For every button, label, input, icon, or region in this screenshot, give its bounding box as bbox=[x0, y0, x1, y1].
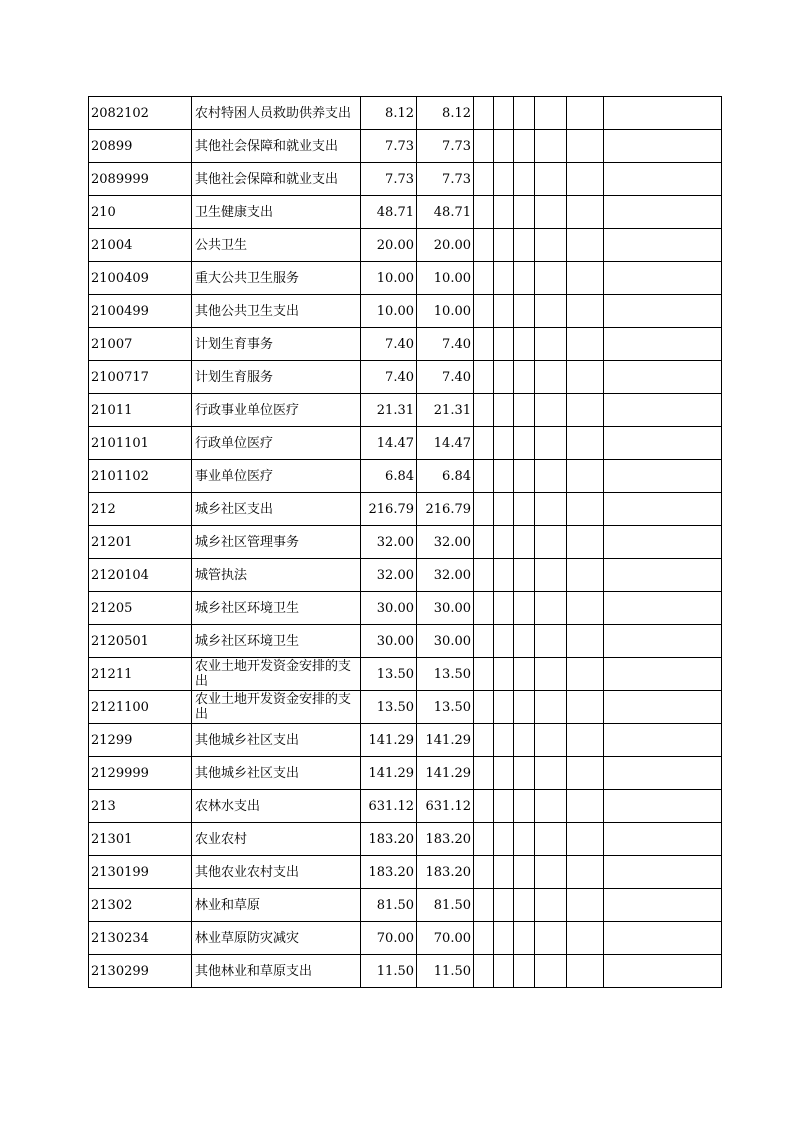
empty-cell bbox=[567, 526, 604, 559]
empty-cell bbox=[567, 922, 604, 955]
name-cell: 林业草原防灾减灾 bbox=[192, 922, 361, 955]
name-cell: 计划生育事务 bbox=[192, 328, 361, 361]
empty-cell bbox=[604, 163, 722, 196]
empty-cell bbox=[474, 889, 494, 922]
name-cell: 其他公共卫生支出 bbox=[192, 295, 361, 328]
empty-cell bbox=[567, 955, 604, 988]
empty-cell bbox=[604, 592, 722, 625]
total-cell: 13.50 bbox=[361, 691, 417, 724]
empty-cell bbox=[535, 361, 567, 394]
empty-cell bbox=[514, 625, 535, 658]
table-row bbox=[89, 229, 722, 262]
empty-cell bbox=[494, 856, 514, 889]
basic-cell: 32.00 bbox=[417, 559, 474, 592]
name-cell: 其他社会保障和就业支出 bbox=[192, 130, 361, 163]
empty-cell bbox=[514, 427, 535, 460]
empty-cell bbox=[494, 823, 514, 856]
name-cell: 农业土地开发资金安排的支出 bbox=[192, 691, 361, 724]
empty-cell bbox=[494, 328, 514, 361]
name-cell: 城乡社区环境卫生 bbox=[192, 592, 361, 625]
empty-cell bbox=[494, 658, 514, 691]
table-row bbox=[89, 328, 722, 361]
code-cell: 21299 bbox=[89, 724, 192, 757]
empty-cell bbox=[514, 262, 535, 295]
empty-cell bbox=[474, 823, 494, 856]
empty-cell bbox=[514, 295, 535, 328]
name-cell: 林业和草原 bbox=[192, 889, 361, 922]
basic-cell: 14.47 bbox=[417, 427, 474, 460]
table-row bbox=[89, 955, 722, 988]
empty-cell bbox=[535, 724, 567, 757]
empty-cell bbox=[494, 691, 514, 724]
empty-cell bbox=[535, 526, 567, 559]
empty-cell bbox=[567, 790, 604, 823]
empty-cell bbox=[474, 724, 494, 757]
table-row bbox=[89, 361, 722, 394]
empty-cell bbox=[604, 856, 722, 889]
code-cell: 2130299 bbox=[89, 955, 192, 988]
total-cell: 21.31 bbox=[361, 394, 417, 427]
empty-cell bbox=[494, 724, 514, 757]
name-cell: 其他林业和草原支出 bbox=[192, 955, 361, 988]
empty-cell bbox=[535, 460, 567, 493]
name-cell: 城乡社区支出 bbox=[192, 493, 361, 526]
table-row bbox=[89, 427, 722, 460]
empty-cell bbox=[567, 559, 604, 592]
empty-cell bbox=[567, 493, 604, 526]
empty-cell bbox=[535, 394, 567, 427]
name-cell: 计划生育服务 bbox=[192, 361, 361, 394]
code-cell: 2130199 bbox=[89, 856, 192, 889]
total-cell: 183.20 bbox=[361, 823, 417, 856]
empty-cell bbox=[604, 691, 722, 724]
table-row bbox=[89, 823, 722, 856]
empty-cell bbox=[494, 229, 514, 262]
empty-cell bbox=[474, 592, 494, 625]
empty-cell bbox=[535, 427, 567, 460]
empty-cell bbox=[604, 97, 722, 130]
code-cell: 213 bbox=[89, 790, 192, 823]
empty-cell bbox=[604, 724, 722, 757]
empty-cell bbox=[494, 922, 514, 955]
empty-cell bbox=[535, 163, 567, 196]
empty-cell bbox=[535, 262, 567, 295]
total-cell: 30.00 bbox=[361, 592, 417, 625]
empty-cell bbox=[474, 856, 494, 889]
empty-cell bbox=[474, 97, 494, 130]
name-cell: 公共卫生 bbox=[192, 229, 361, 262]
empty-cell bbox=[567, 196, 604, 229]
empty-cell bbox=[535, 955, 567, 988]
empty-cell bbox=[604, 361, 722, 394]
basic-cell: 81.50 bbox=[417, 889, 474, 922]
empty-cell bbox=[514, 724, 535, 757]
empty-cell bbox=[604, 394, 722, 427]
total-cell: 10.00 bbox=[361, 295, 417, 328]
total-cell: 183.20 bbox=[361, 856, 417, 889]
empty-cell bbox=[474, 163, 494, 196]
empty-cell bbox=[514, 856, 535, 889]
code-cell: 21011 bbox=[89, 394, 192, 427]
empty-cell bbox=[567, 427, 604, 460]
empty-cell bbox=[604, 295, 722, 328]
table-body bbox=[89, 97, 722, 988]
total-cell: 13.50 bbox=[361, 658, 417, 691]
empty-cell bbox=[494, 955, 514, 988]
empty-cell bbox=[567, 295, 604, 328]
empty-cell bbox=[474, 625, 494, 658]
basic-cell: 10.00 bbox=[417, 295, 474, 328]
empty-cell bbox=[604, 658, 722, 691]
empty-cell bbox=[535, 823, 567, 856]
empty-cell bbox=[474, 790, 494, 823]
empty-cell bbox=[514, 757, 535, 790]
empty-cell bbox=[474, 559, 494, 592]
code-cell: 2101102 bbox=[89, 460, 192, 493]
empty-cell bbox=[474, 130, 494, 163]
empty-cell bbox=[604, 559, 722, 592]
basic-cell: 10.00 bbox=[417, 262, 474, 295]
empty-cell bbox=[474, 955, 494, 988]
table-row bbox=[89, 625, 722, 658]
empty-cell bbox=[514, 460, 535, 493]
empty-cell bbox=[604, 526, 722, 559]
code-cell: 21301 bbox=[89, 823, 192, 856]
empty-cell bbox=[514, 526, 535, 559]
code-cell: 2120501 bbox=[89, 625, 192, 658]
basic-cell: 13.50 bbox=[417, 691, 474, 724]
empty-cell bbox=[535, 196, 567, 229]
empty-cell bbox=[567, 724, 604, 757]
basic-cell: 7.73 bbox=[417, 163, 474, 196]
total-cell: 7.40 bbox=[361, 328, 417, 361]
empty-cell bbox=[474, 460, 494, 493]
empty-cell bbox=[514, 955, 535, 988]
empty-cell bbox=[474, 229, 494, 262]
empty-cell bbox=[474, 757, 494, 790]
name-cell: 农业土地开发资金安排的支出 bbox=[192, 658, 361, 691]
empty-cell bbox=[514, 889, 535, 922]
empty-cell bbox=[567, 130, 604, 163]
basic-cell: 6.84 bbox=[417, 460, 474, 493]
empty-cell bbox=[535, 889, 567, 922]
total-cell: 32.00 bbox=[361, 559, 417, 592]
empty-cell bbox=[474, 691, 494, 724]
empty-cell bbox=[494, 790, 514, 823]
total-cell: 20.00 bbox=[361, 229, 417, 262]
empty-cell bbox=[514, 130, 535, 163]
total-cell: 216.79 bbox=[361, 493, 417, 526]
empty-cell bbox=[494, 592, 514, 625]
empty-cell bbox=[604, 130, 722, 163]
empty-cell bbox=[494, 559, 514, 592]
empty-cell bbox=[567, 658, 604, 691]
empty-cell bbox=[514, 229, 535, 262]
total-cell: 7.40 bbox=[361, 361, 417, 394]
total-cell: 7.73 bbox=[361, 163, 417, 196]
code-cell: 2089999 bbox=[89, 163, 192, 196]
name-cell: 卫生健康支出 bbox=[192, 196, 361, 229]
name-cell: 其他社会保障和就业支出 bbox=[192, 163, 361, 196]
empty-cell bbox=[604, 823, 722, 856]
basic-cell: 13.50 bbox=[417, 658, 474, 691]
table-row bbox=[89, 592, 722, 625]
empty-cell bbox=[474, 922, 494, 955]
code-cell: 20899 bbox=[89, 130, 192, 163]
empty-cell bbox=[494, 526, 514, 559]
empty-cell bbox=[494, 493, 514, 526]
basic-cell: 20.00 bbox=[417, 229, 474, 262]
basic-cell: 183.20 bbox=[417, 856, 474, 889]
name-cell: 其他城乡社区支出 bbox=[192, 724, 361, 757]
total-cell: 10.00 bbox=[361, 262, 417, 295]
empty-cell bbox=[474, 361, 494, 394]
table-row bbox=[89, 889, 722, 922]
code-cell: 21201 bbox=[89, 526, 192, 559]
empty-cell bbox=[535, 493, 567, 526]
basic-cell: 141.29 bbox=[417, 757, 474, 790]
total-cell: 81.50 bbox=[361, 889, 417, 922]
empty-cell bbox=[535, 691, 567, 724]
empty-cell bbox=[535, 625, 567, 658]
empty-cell bbox=[494, 262, 514, 295]
code-cell: 21205 bbox=[89, 592, 192, 625]
name-cell: 行政事业单位医疗 bbox=[192, 394, 361, 427]
empty-cell bbox=[514, 592, 535, 625]
empty-cell bbox=[535, 856, 567, 889]
empty-cell bbox=[494, 295, 514, 328]
empty-cell bbox=[604, 790, 722, 823]
empty-cell bbox=[494, 625, 514, 658]
empty-cell bbox=[494, 757, 514, 790]
code-cell: 2121100 bbox=[89, 691, 192, 724]
basic-cell: 7.40 bbox=[417, 361, 474, 394]
basic-cell: 32.00 bbox=[417, 526, 474, 559]
empty-cell bbox=[567, 394, 604, 427]
name-cell: 城乡社区管理事务 bbox=[192, 526, 361, 559]
empty-cell bbox=[604, 955, 722, 988]
empty-cell bbox=[494, 427, 514, 460]
table-row bbox=[89, 856, 722, 889]
empty-cell bbox=[567, 229, 604, 262]
empty-cell bbox=[494, 130, 514, 163]
table-row bbox=[89, 460, 722, 493]
basic-cell: 216.79 bbox=[417, 493, 474, 526]
name-cell: 事业单位医疗 bbox=[192, 460, 361, 493]
empty-cell bbox=[514, 658, 535, 691]
empty-cell bbox=[567, 460, 604, 493]
empty-cell bbox=[494, 394, 514, 427]
empty-cell bbox=[604, 328, 722, 361]
total-cell: 141.29 bbox=[361, 757, 417, 790]
empty-cell bbox=[474, 394, 494, 427]
code-cell: 212 bbox=[89, 493, 192, 526]
empty-cell bbox=[535, 229, 567, 262]
empty-cell bbox=[514, 361, 535, 394]
empty-cell bbox=[514, 559, 535, 592]
total-cell: 141.29 bbox=[361, 724, 417, 757]
empty-cell bbox=[514, 163, 535, 196]
empty-cell bbox=[567, 262, 604, 295]
basic-cell: 30.00 bbox=[417, 592, 474, 625]
empty-cell bbox=[535, 328, 567, 361]
empty-cell bbox=[604, 229, 722, 262]
table-row bbox=[89, 163, 722, 196]
empty-cell bbox=[494, 361, 514, 394]
code-cell: 2100499 bbox=[89, 295, 192, 328]
name-cell: 重大公共卫生服务 bbox=[192, 262, 361, 295]
total-cell: 11.50 bbox=[361, 955, 417, 988]
empty-cell bbox=[514, 97, 535, 130]
empty-cell bbox=[567, 163, 604, 196]
table-row bbox=[89, 394, 722, 427]
code-cell: 21211 bbox=[89, 658, 192, 691]
total-cell: 6.84 bbox=[361, 460, 417, 493]
basic-cell: 48.71 bbox=[417, 196, 474, 229]
empty-cell bbox=[567, 856, 604, 889]
name-cell: 城管执法 bbox=[192, 559, 361, 592]
empty-cell bbox=[494, 889, 514, 922]
empty-cell bbox=[535, 97, 567, 130]
basic-cell: 631.12 bbox=[417, 790, 474, 823]
name-cell: 行政单位医疗 bbox=[192, 427, 361, 460]
table-row bbox=[89, 922, 722, 955]
empty-cell bbox=[604, 625, 722, 658]
basic-cell: 70.00 bbox=[417, 922, 474, 955]
empty-cell bbox=[567, 328, 604, 361]
empty-cell bbox=[535, 559, 567, 592]
code-cell: 2100717 bbox=[89, 361, 192, 394]
empty-cell bbox=[514, 790, 535, 823]
empty-cell bbox=[604, 262, 722, 295]
empty-cell bbox=[604, 889, 722, 922]
name-cell: 农林水支出 bbox=[192, 790, 361, 823]
table-row bbox=[89, 493, 722, 526]
empty-cell bbox=[474, 262, 494, 295]
empty-cell bbox=[567, 625, 604, 658]
basic-cell: 7.40 bbox=[417, 328, 474, 361]
code-cell: 21004 bbox=[89, 229, 192, 262]
empty-cell bbox=[514, 493, 535, 526]
empty-cell bbox=[535, 757, 567, 790]
empty-cell bbox=[535, 790, 567, 823]
empty-cell bbox=[514, 922, 535, 955]
total-cell: 14.47 bbox=[361, 427, 417, 460]
basic-cell: 21.31 bbox=[417, 394, 474, 427]
table-row bbox=[89, 790, 722, 823]
code-cell: 2101101 bbox=[89, 427, 192, 460]
total-cell: 70.00 bbox=[361, 922, 417, 955]
empty-cell bbox=[535, 592, 567, 625]
total-cell: 30.00 bbox=[361, 625, 417, 658]
empty-cell bbox=[535, 658, 567, 691]
table-row bbox=[89, 724, 722, 757]
empty-cell bbox=[604, 196, 722, 229]
empty-cell bbox=[514, 328, 535, 361]
empty-cell bbox=[494, 97, 514, 130]
empty-cell bbox=[514, 823, 535, 856]
name-cell: 农业农村 bbox=[192, 823, 361, 856]
total-cell: 7.73 bbox=[361, 130, 417, 163]
empty-cell bbox=[604, 460, 722, 493]
code-cell: 210 bbox=[89, 196, 192, 229]
basic-cell: 8.12 bbox=[417, 97, 474, 130]
empty-cell bbox=[474, 196, 494, 229]
total-cell: 8.12 bbox=[361, 97, 417, 130]
empty-cell bbox=[474, 493, 494, 526]
table-row bbox=[89, 97, 722, 130]
code-cell: 2082102 bbox=[89, 97, 192, 130]
empty-cell bbox=[567, 889, 604, 922]
table-row bbox=[89, 559, 722, 592]
basic-cell: 183.20 bbox=[417, 823, 474, 856]
empty-cell bbox=[474, 526, 494, 559]
empty-cell bbox=[567, 823, 604, 856]
empty-cell bbox=[494, 196, 514, 229]
code-cell: 2100409 bbox=[89, 262, 192, 295]
empty-cell bbox=[535, 922, 567, 955]
empty-cell bbox=[535, 130, 567, 163]
table-row bbox=[89, 757, 722, 790]
empty-cell bbox=[567, 592, 604, 625]
basic-cell: 7.73 bbox=[417, 130, 474, 163]
table-row bbox=[89, 196, 722, 229]
table-row bbox=[89, 262, 722, 295]
total-cell: 631.12 bbox=[361, 790, 417, 823]
total-cell: 48.71 bbox=[361, 196, 417, 229]
name-cell: 农村特困人员救助供养支出 bbox=[192, 97, 361, 130]
code-cell: 21007 bbox=[89, 328, 192, 361]
table-row bbox=[89, 691, 722, 724]
code-cell: 2129999 bbox=[89, 757, 192, 790]
empty-cell bbox=[604, 757, 722, 790]
empty-cell bbox=[494, 163, 514, 196]
name-cell: 城乡社区环境卫生 bbox=[192, 625, 361, 658]
empty-cell bbox=[567, 97, 604, 130]
total-cell: 32.00 bbox=[361, 526, 417, 559]
empty-cell bbox=[494, 460, 514, 493]
basic-cell: 11.50 bbox=[417, 955, 474, 988]
empty-cell bbox=[567, 361, 604, 394]
table-row bbox=[89, 526, 722, 559]
empty-cell bbox=[604, 493, 722, 526]
basic-cell: 30.00 bbox=[417, 625, 474, 658]
empty-cell bbox=[514, 394, 535, 427]
table-row bbox=[89, 130, 722, 163]
code-cell: 21302 bbox=[89, 889, 192, 922]
code-cell: 2120104 bbox=[89, 559, 192, 592]
name-cell: 其他农业农村支出 bbox=[192, 856, 361, 889]
empty-cell bbox=[474, 427, 494, 460]
empty-cell bbox=[474, 658, 494, 691]
empty-cell bbox=[567, 691, 604, 724]
empty-cell bbox=[474, 295, 494, 328]
empty-cell bbox=[514, 691, 535, 724]
table-row bbox=[89, 295, 722, 328]
basic-cell: 141.29 bbox=[417, 724, 474, 757]
name-cell: 其他城乡社区支出 bbox=[192, 757, 361, 790]
table-row bbox=[89, 658, 722, 691]
empty-cell bbox=[604, 427, 722, 460]
empty-cell bbox=[514, 196, 535, 229]
budget-table bbox=[88, 96, 722, 988]
empty-cell bbox=[535, 295, 567, 328]
empty-cell bbox=[567, 757, 604, 790]
empty-cell bbox=[474, 328, 494, 361]
empty-cell bbox=[604, 922, 722, 955]
code-cell: 2130234 bbox=[89, 922, 192, 955]
